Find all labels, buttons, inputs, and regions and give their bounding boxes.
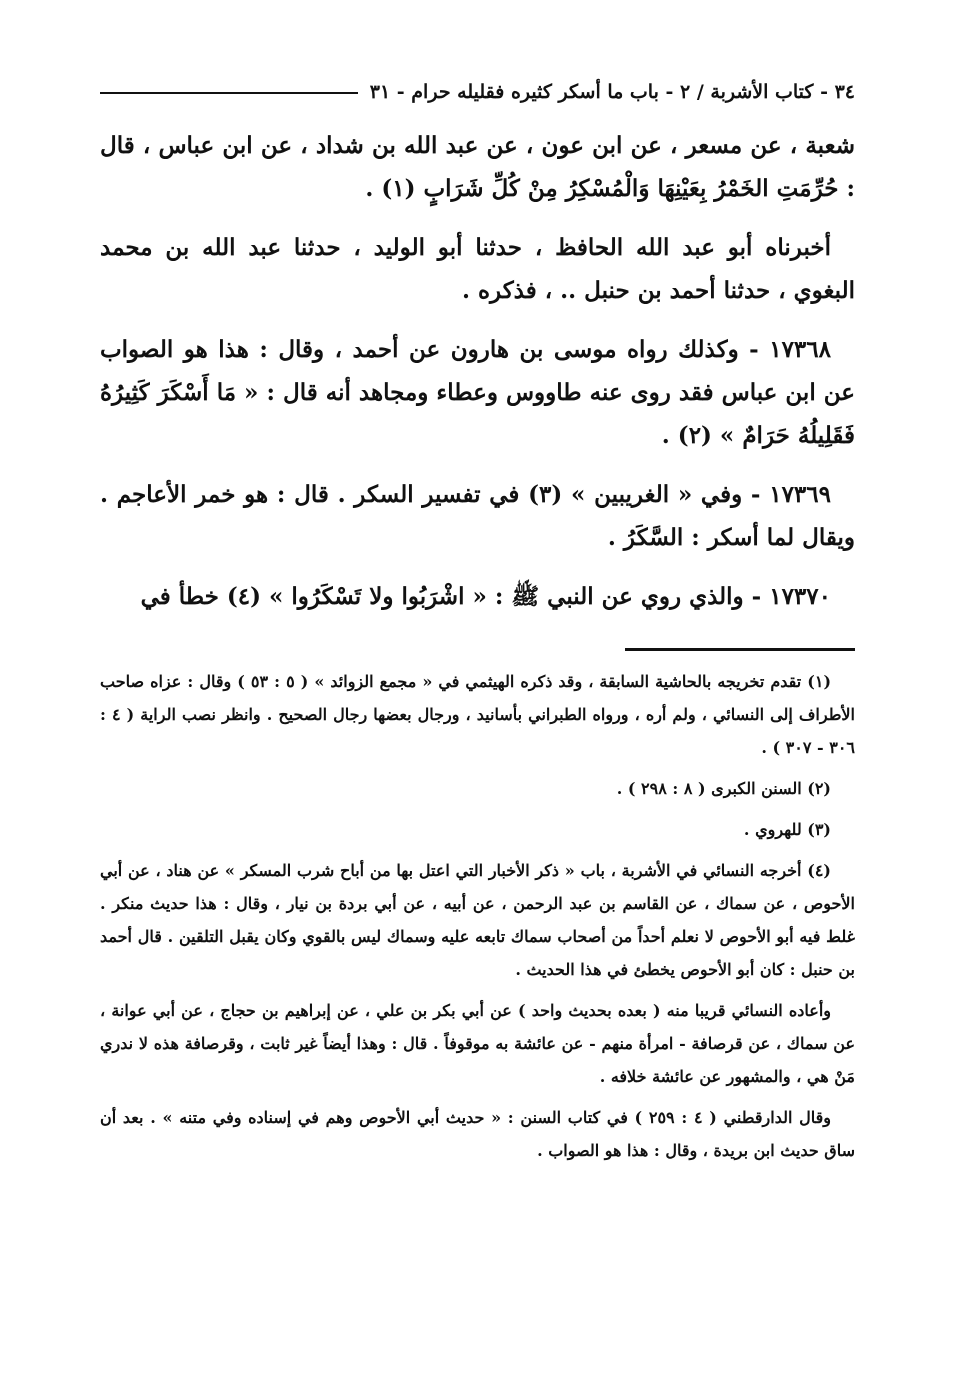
footnote-4-continued: وأعاده النسائي قريبا منه ( بعده بحديث واحد ) عن أبي بكر بن علي ، عن إبراهيم بن حجاج ، عن أبي عوانة ، عن سماك ، عن قرصافة - امرأة منهم - عن عائشة به موقوفاً . قال : وهذا أيضاً غير ثابت ، وقرصافة هذه لا ندري مَنْ هي ، والمشهور عن عائشة خلافه . bbox=[100, 1001, 855, 1086]
footnote-1: (١) تقدم تخريجه بالحاشية السابقة ، وقد ذكره الهيثمي في « مجمع الزوائد » ( ٥ : ٥٣ ) وقال : عزاه صاحب الأطراف إلى النسائي ، ولم أره ، ورواه الطبراني بأسانيد ، ورجال بعضها رجال الصحيح . وانظر نصب الراية ( ٤ : ٣٠٦ - ٣٠٧ ) . bbox=[100, 672, 856, 757]
header-title: ٣٤ - كتاب الأشربة / ٢ - باب ما أسكر كثيره فقليله حرام - ٣١ bbox=[369, 81, 855, 103]
hadith-text: - وفي « الغريبين » (٣) في تفسير السكر . قال : هو خمر الأعاجم . ويقال لما أسكر : السَّكَرُ . bbox=[100, 481, 855, 551]
footnote-4-dāraquṭnī: وقال الدارقطني ( ٤ : ٢٥٩ ) في كتاب السنن : « حديث أبي الأحوص وهم في إسناده وفي متنه » . بعد أن ساق حديث ابن بريدة ، وقال : هذا هو الصواب . bbox=[100, 1108, 855, 1160]
running-header bbox=[100, 72, 855, 112]
footnotes bbox=[100, 665, 855, 1167]
footnote-2: (٢) السنن الكبرى ( ٨ : ٢٩٨ ) . bbox=[616, 779, 831, 798]
hadith-number: ١٧٣٦٨ bbox=[769, 336, 831, 363]
footnote-3: (٣) للهروي . bbox=[743, 820, 831, 839]
hadith-17369 bbox=[100, 473, 855, 559]
hadith-number: ١٧٣٧٠ bbox=[769, 583, 831, 610]
book-page bbox=[100, 72, 855, 1175]
footnote-4: (٤) أخرجه النسائي في الأشربة ، باب « ذكر الأخبار التي اعتل بها من أباح شرب المسكر » عن هناد ، عن أبي الأحوص ، عن سماك ، عن القاسم بن عبد الرحمن ، عن أبيه ، عن أبي بردة بن نيار ، وقال : هذا حديث منكر . غلط فيه أبو الأحوص لا نعلم أحداً من أصحاب سماك تابعه عليه وسماك ليس بالقوي وكان يقبل التلقين . قال أحمد بن حنبل : كان أبو الأحوص يخطئ في هذا الحديث . bbox=[100, 861, 855, 979]
footnote-separator bbox=[625, 648, 855, 651]
paragraph-2: أخبرناه أبو عبد الله الحافظ ، حدثنا أبو الوليد ، حدثنا عبد الله بن محمد البغوي ، حدثنا أحمد بن حنبل .. ، فذكره . bbox=[100, 234, 855, 304]
hadith-text: - وكذلك رواه موسى بن هارون عن أحمد ، وقال : هذا هو الصواب عن ابن عباس فقد روى عنه طاووس وعطاء ومجاهد أنه قال : « مَا أَسْكَرَ كَثِيرُهُ فَقَلِيلُهُ حَرَامٌ » (٢) . bbox=[100, 336, 855, 449]
hadith-17370 bbox=[100, 575, 855, 618]
hadith-text: - والذي روي عن النبي ﷺ : « اشْرَبُوا ولا تَسْكَرُوا » (٤) خطأ في bbox=[140, 583, 762, 610]
hadith-17368 bbox=[100, 328, 855, 457]
hadith-number: ١٧٣٦٩ bbox=[769, 481, 831, 508]
main-text bbox=[100, 124, 855, 618]
header-rule bbox=[100, 92, 358, 94]
paragraph-1: شعبة ، عن مسعر ، عن ابن عون ، عن عبد الله بن شداد ، عن ابن عباس ، قال : حُرِّمَتِ الخَمْرُ بِعَيْنِهَا وَالْمُسْكِرُ مِنْ كُلِّ شَرَابٍ (١) . bbox=[100, 132, 855, 202]
